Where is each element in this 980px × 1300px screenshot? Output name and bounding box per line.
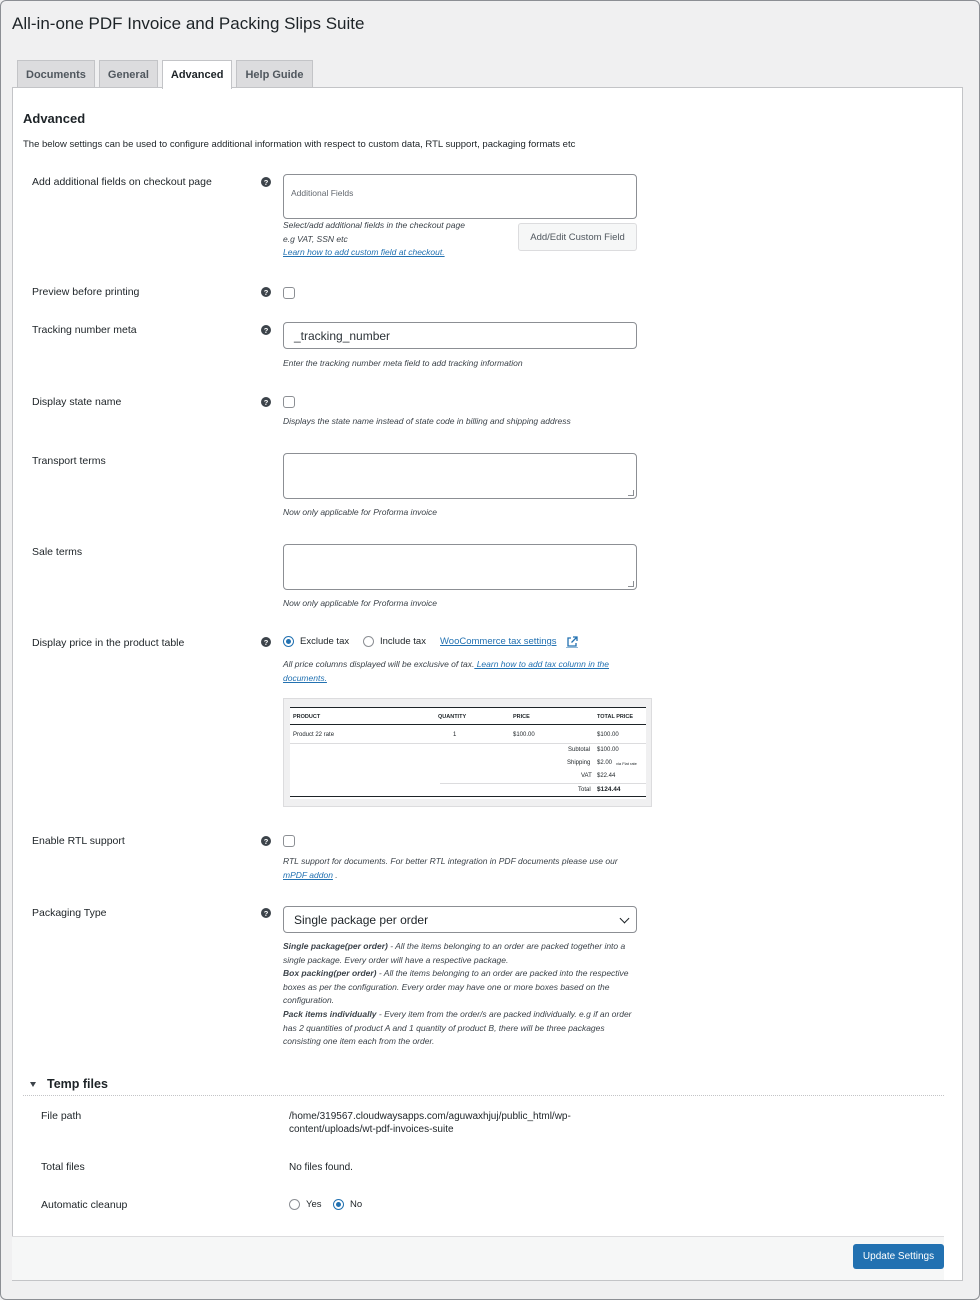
exclude-tax-radio[interactable] [283, 636, 294, 647]
section-description: The below settings can be used to configure additional information with respect to custom data, RTL support, packaging formats etc [23, 139, 576, 150]
price-display-note [283, 658, 643, 685]
file-path-line: /home/319567.cloudwaysapps.com/aguwaxhjuj/public_html/wp- [289, 1111, 571, 1122]
preview-header: PRODUCT [293, 714, 321, 720]
tab-general[interactable]: General [99, 60, 158, 88]
preview-header: QUANTITY [438, 714, 467, 720]
cleanup-yes-label: Yes [306, 1199, 322, 1210]
rtl-note [283, 855, 633, 882]
tax-column-help-link[interactable]: Learn how to add tax column in the documents. [283, 659, 610, 683]
exclude-tax-label: Exclude tax [300, 636, 350, 647]
sale-terms-note: Now only applicable for Proforma invoice [283, 598, 438, 608]
total-files-value: No files found. [289, 1162, 353, 1173]
preview-shipping-via: via Flat rate [616, 761, 637, 766]
cleanup-yes-radio[interactable] [289, 1199, 300, 1210]
help-icon[interactable]: ? [261, 287, 271, 297]
woocommerce-tax-settings-link[interactable]: WooCommerce tax settings [440, 636, 557, 647]
total-files-label: Total files [41, 1161, 85, 1173]
transport-terms-note: Now only applicable for Proforma invoice [283, 507, 438, 517]
collapse-toggle-icon[interactable] [30, 1082, 36, 1087]
note-text: RTL support for documents. For better RTL integration in PDF documents please use our [283, 856, 618, 866]
additional-fields-placeholder: Additional Fields [291, 188, 354, 198]
preview-total-label: Total [578, 787, 591, 793]
preview-label: Preview before printing [32, 286, 140, 298]
preview-table [290, 707, 646, 799]
divider [23, 1095, 944, 1096]
tab-bar [17, 60, 313, 88]
preview-subtotal-label: Subtotal [568, 747, 591, 753]
update-settings-button[interactable]: Update Settings [853, 1244, 944, 1269]
tab-documents[interactable]: Documents [17, 60, 95, 88]
resize-grip-icon[interactable] [628, 581, 634, 587]
packaging-option-title: Single package(per order) [283, 941, 388, 951]
temp-files-title[interactable]: Temp files [47, 1077, 108, 1091]
state-name-checkbox[interactable] [283, 396, 295, 408]
preview-cell: $100.00 [513, 732, 535, 738]
packaging-option-title: Pack items individually [283, 1008, 377, 1019]
preview-cell: $100.00 [597, 732, 619, 738]
page-title: All-in-one PDF Invoice and Packing Slips Suite [12, 14, 365, 33]
preview-total-value: $124.44 [597, 786, 621, 793]
preview-shipping-value: $2.00 [597, 760, 613, 766]
rtl-checkbox[interactable] [283, 835, 295, 847]
mpdf-addon-link[interactable]: mPDF addon [283, 869, 333, 880]
tab-advanced[interactable]: Advanced [162, 60, 233, 89]
preview-vat-value: $22.44 [597, 773, 616, 779]
transport-terms-textarea[interactable] [283, 453, 637, 499]
sale-terms-label: Sale terms [32, 546, 83, 558]
section-title: Advanced [23, 111, 86, 126]
note-text: All price columns displayed will be exclusive of tax. [283, 659, 475, 669]
settings-footer [12, 1236, 944, 1280]
preview-header: TOTAL PRICE [597, 714, 634, 720]
packaging-option-title: Box packing(per order) [283, 968, 377, 979]
help-icon[interactable]: ? [261, 637, 271, 647]
help-icon[interactable]: ? [261, 908, 271, 918]
packaging-option-desc: - All the items belonging to an order are packed together into a single package. Every order will have a respective package. [283, 941, 626, 965]
price-display-label: Display price in the product table [32, 637, 185, 649]
automatic-cleanup-label: Automatic cleanup [41, 1199, 128, 1211]
additional-fields-select[interactable] [283, 174, 637, 219]
packaging-type-label: Packaging Type [32, 907, 107, 919]
packaging-description [283, 940, 643, 1049]
add-edit-custom-field-button[interactable]: Add/Edit Custom Field [518, 223, 637, 251]
packaging-type-select[interactable] [283, 906, 637, 933]
state-name-label: Display state name [32, 396, 122, 408]
custom-field-help-link[interactable]: Learn how to add custom field at checkout. [283, 247, 445, 257]
preview-header: PRICE [513, 714, 530, 720]
external-link-icon[interactable] [566, 636, 578, 648]
file-path-line: content/uploads/wt-pdf-invoices-suite [289, 1124, 454, 1135]
note-text: Select/add additional fields in the checkout page [283, 220, 465, 230]
preview-cell: 1 [453, 732, 457, 738]
help-icon[interactable]: ? [261, 836, 271, 846]
chevron-down-icon [620, 914, 630, 924]
cleanup-no-label: No [350, 1199, 363, 1210]
additional-fields-label: Add additional fields on checkout page [32, 176, 212, 188]
preview-vat-label: VAT [581, 773, 592, 779]
additional-fields-note [283, 219, 513, 260]
preview-subtotal-value: $100.00 [597, 747, 619, 753]
tab-help-guide[interactable]: Help Guide [236, 60, 312, 88]
preview-checkbox[interactable] [283, 287, 295, 299]
note-text: e.g VAT, SSN etc [283, 233, 348, 244]
sale-terms-textarea[interactable] [283, 544, 637, 590]
resize-grip-icon[interactable] [628, 490, 634, 496]
include-tax-label: Include tax [380, 636, 426, 647]
tracking-input[interactable]: _tracking_number [283, 322, 637, 349]
include-tax-radio[interactable] [363, 636, 374, 647]
preview-shipping-label: Shipping [567, 760, 591, 766]
packaging-type-value: Single package per order [294, 912, 429, 927]
help-icon[interactable]: ? [261, 325, 271, 335]
packaging-option-desc: - Every item from the order/s are packed individually. e.g if an order has 2 quantities of product A and 1 quantity of product B, there will be three packages consisting one item each from the order. [283, 1008, 632, 1047]
packaging-option-desc: - All the items belonging to an order are packed into the respective boxes as per the configuration. Every order may have one or more boxes based on the configuration. [283, 968, 629, 1006]
file-path-value [289, 1110, 571, 1136]
cleanup-no-radio[interactable] [333, 1199, 344, 1210]
rtl-label: Enable RTL support [32, 835, 125, 847]
tracking-note: Enter the tracking number meta field to add tracking information [283, 358, 523, 368]
transport-terms-label: Transport terms [32, 455, 106, 467]
state-name-note: Displays the state name instead of state code in billing and shipping address [283, 416, 571, 426]
product-table-preview [283, 698, 652, 807]
preview-cell: Product 22 rate [293, 732, 335, 738]
file-path-label: File path [41, 1110, 82, 1122]
help-icon[interactable]: ? [261, 177, 271, 187]
help-icon[interactable]: ? [261, 397, 271, 407]
tracking-label: Tracking number meta [32, 324, 137, 336]
note-text: . [332, 869, 338, 880]
